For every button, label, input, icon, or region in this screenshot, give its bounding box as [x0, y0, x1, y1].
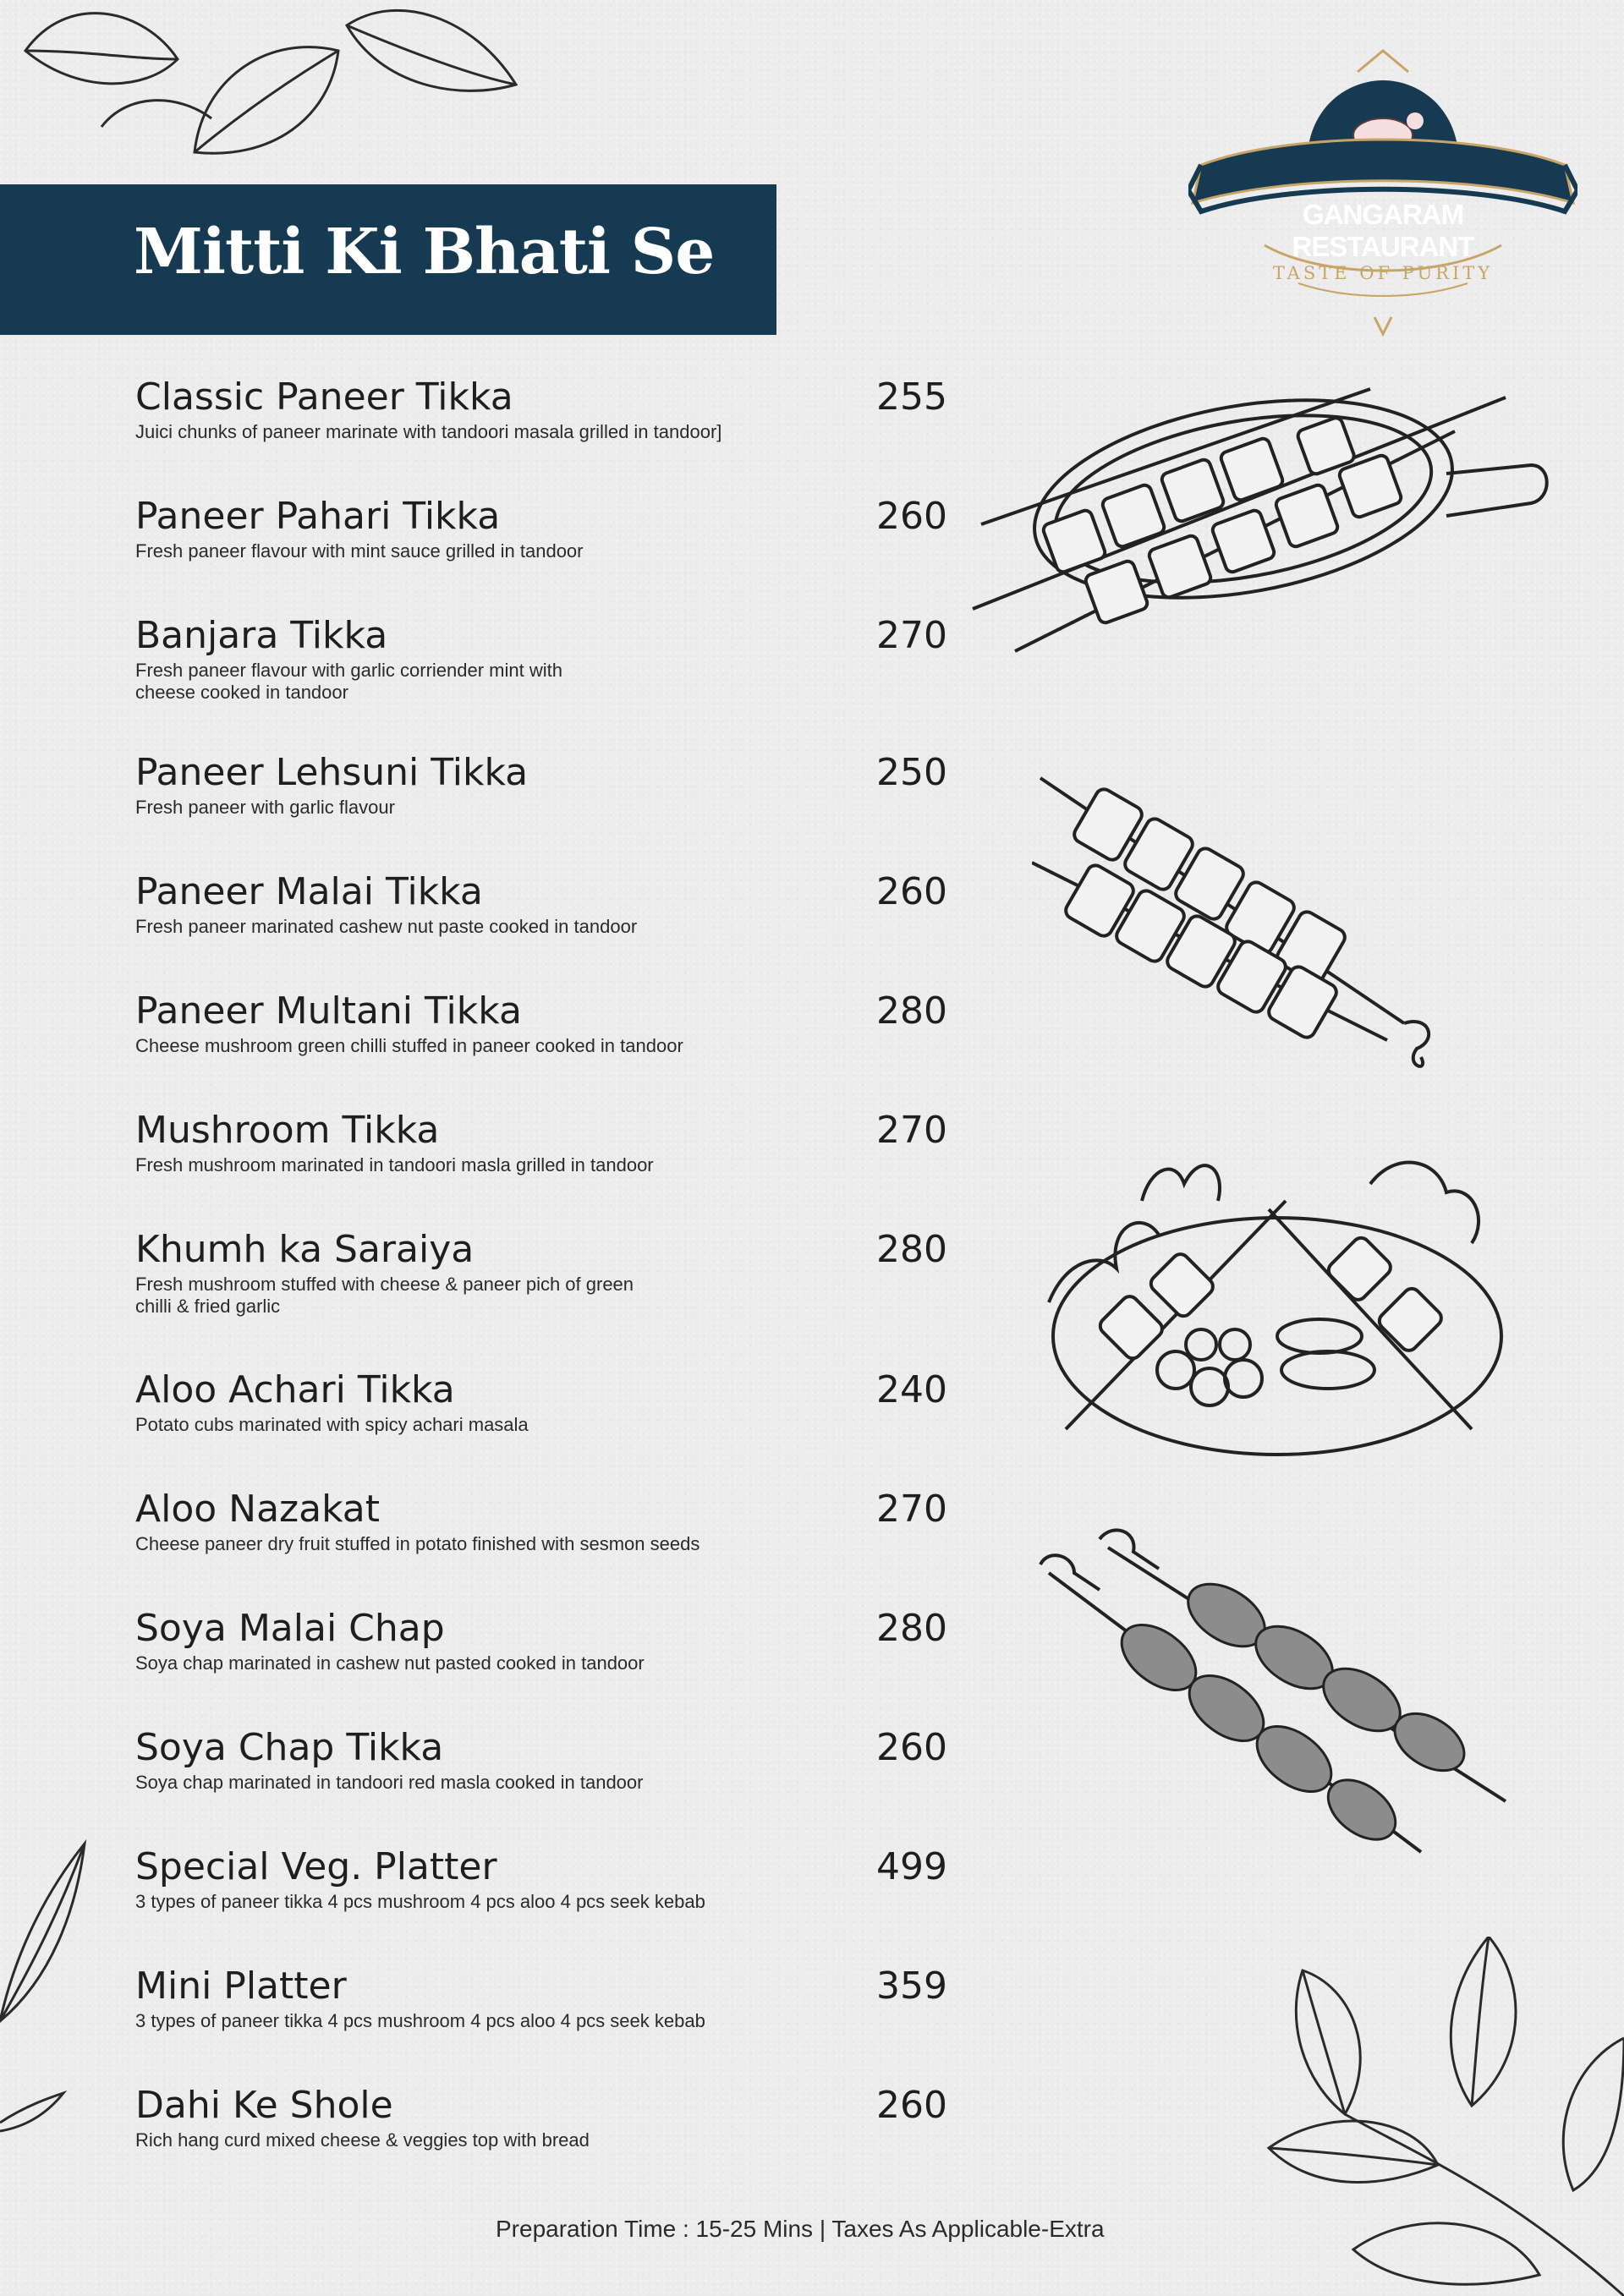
item-name: Aloo Nazakat	[135, 1488, 381, 1531]
item-name: Soya Malai Chap	[135, 1607, 445, 1650]
item-description: Cheese paneer dry fruit stuffed in potato finished with sesmon seeds	[135, 1533, 700, 1554]
item-price: 250	[876, 751, 947, 794]
item-description: Fresh paneer flavour with garlic corriender mint with cheese cooked in tandoor	[135, 660, 562, 704]
list-item	[135, 1845, 947, 1913]
item-description: Rich hang curd mixed cheese & veggies top with bread	[135, 2129, 590, 2151]
item-price: 359	[876, 1964, 947, 2008]
list-item	[135, 989, 947, 1057]
list-item	[135, 1607, 947, 1674]
item-price: 260	[876, 1726, 947, 1769]
item-name: Paneer Multani Tikka	[135, 989, 522, 1033]
item-price: 260	[876, 2084, 947, 2127]
item-name: Special Veg. Platter	[135, 1845, 497, 1888]
logo-name: GANGARAM RESTAURANT	[1292, 199, 1474, 262]
item-name: Paneer Lehsuni Tikka	[135, 751, 529, 794]
list-item	[135, 1109, 947, 1176]
list-item	[135, 1228, 947, 1318]
item-price: 260	[876, 870, 947, 913]
list-item	[135, 1488, 947, 1555]
list-item	[135, 614, 947, 704]
item-price: 280	[876, 989, 947, 1033]
item-price: 240	[876, 1368, 947, 1411]
list-item	[135, 375, 947, 443]
item-name: Mushroom Tikka	[135, 1109, 440, 1152]
page-title: Mitti Ki Bhati Se	[134, 216, 715, 288]
list-item	[135, 2084, 947, 2151]
item-description: Fresh paneer marinated cashew nut paste cooked in tandoor	[135, 916, 638, 937]
item-name: Mini Platter	[135, 1964, 347, 2008]
list-item	[135, 1368, 947, 1436]
item-price: 499	[876, 1845, 947, 1888]
item-name: Dahi Ke Shole	[135, 2084, 393, 2127]
item-name: Soya Chap Tikka	[135, 1726, 444, 1769]
item-name: Paneer Malai Tikka	[135, 870, 483, 913]
list-item	[135, 751, 947, 819]
item-description: Potato cubs marinated with spicy achari masala	[135, 1414, 529, 1435]
item-description: 3 types of paneer tikka 4 pcs mushroom 4 pcs aloo 4 pcs seek kebab	[135, 2010, 705, 2031]
item-name: Classic Paneer Tikka	[135, 375, 513, 419]
item-price: 270	[876, 614, 947, 657]
item-description: Fresh mushroom stuffed with cheese & paneer pich of green chilli & fried garlic	[135, 1274, 634, 1318]
footer-note: Preparation Time : 15-25 Mins | Taxes As Applicable-Extra	[496, 2216, 1105, 2242]
list-item	[135, 870, 947, 938]
item-description: Fresh mushroom marinated in tandoori masla grilled in tandoor	[135, 1154, 654, 1175]
list-item	[135, 1726, 947, 1794]
item-price: 255	[876, 375, 947, 419]
item-name: Paneer Pahari Tikka	[135, 495, 501, 538]
item-name: Banjara Tikka	[135, 614, 388, 657]
item-description: Fresh paneer flavour with mint sauce grilled in tandoor	[135, 540, 584, 562]
item-description: Juici chunks of paneer marinate with tandoori masala grilled in tandoor]	[135, 421, 722, 442]
logo-tagline: TASTE OF PURITY	[1272, 263, 1494, 283]
item-price: 270	[876, 1488, 947, 1531]
item-name: Khumh ka Saraiya	[135, 1228, 475, 1271]
item-price: 270	[876, 1109, 947, 1152]
list-item	[135, 1964, 947, 2032]
item-description: Soya chap marinated in tandoori red masla cooked in tandoor	[135, 1772, 644, 1793]
item-price: 260	[876, 495, 947, 538]
item-name: Aloo Achari Tikka	[135, 1368, 455, 1411]
item-description: 3 types of paneer tikka 4 pcs mushroom 4 pcs aloo 4 pcs seek kebab	[135, 1891, 705, 1912]
item-description: Cheese mushroom green chilli stuffed in paneer cooked in tandoor	[135, 1035, 683, 1056]
item-description: Soya chap marinated in cashew nut pasted cooked in tandoor	[135, 1652, 645, 1674]
item-price: 280	[876, 1607, 947, 1650]
item-price: 280	[876, 1228, 947, 1271]
list-item	[135, 495, 947, 562]
item-description: Fresh paneer with garlic flavour	[135, 797, 395, 818]
